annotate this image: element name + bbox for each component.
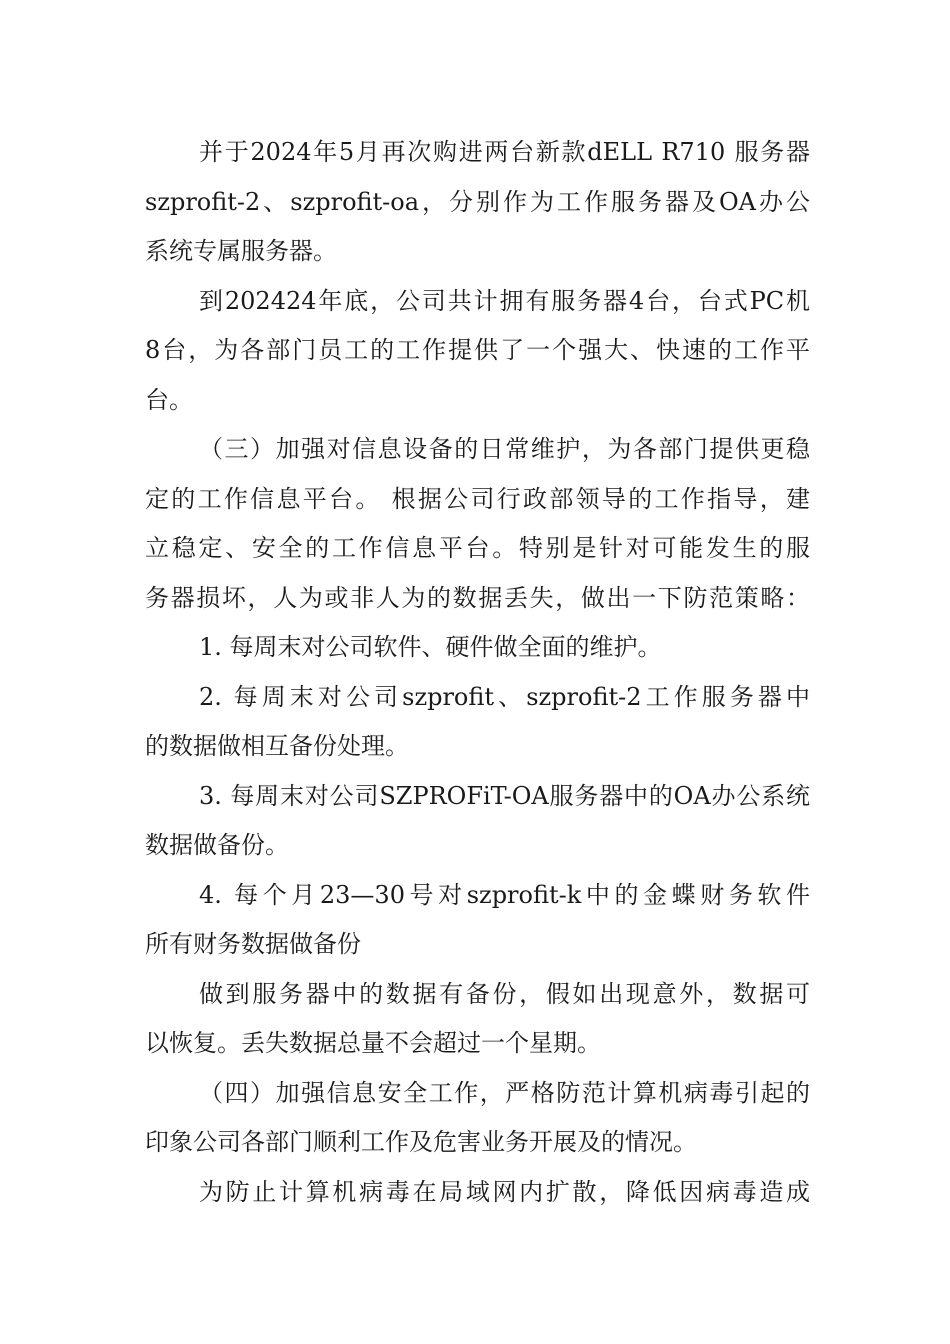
list-item-3-line-2: 数据做备份。 bbox=[145, 831, 289, 859]
list-item-3-line-1: 3. 每周末对公司SZPROFiT-OA服务器中的OA办公系统 bbox=[199, 781, 810, 810]
paragraph-3-line-2: 以恢复。丢失数据总量不会超过一个星期。 bbox=[145, 1029, 601, 1057]
paragraph-2-line-1: 到202424年底，公司共计拥有服务器4台，台式PC机 bbox=[199, 286, 810, 315]
paragraph-2-line-2: 8台，为各部门员工的工作提供了一个强大、快速的工作平 bbox=[145, 336, 810, 364]
section-4-heading-line-2: 印象公司各部门顺利工作及危害业务开展及的情况。 bbox=[145, 1128, 697, 1156]
list-item-4-line-1: 4. 每个月23—30号对szprofit-k中的金蝶财务软件 bbox=[199, 880, 810, 909]
section-3-heading-line-2: 定的工作信息平台。 根据公司行政部领导的工作指导，建 bbox=[145, 484, 810, 513]
section-3-heading-line-3: 立稳定、安全的工作信息平台。特别是针对可能发生的服 bbox=[145, 534, 810, 562]
list-item-1: 1. 每周末对公司软件、硬件做全面的维护。 bbox=[199, 633, 662, 661]
paragraph-4-line-1: 为防止计算机病毒在局域网内扩散，降低因病毒造成 bbox=[199, 1177, 810, 1206]
section-4-heading-line-1: （四）加强信息安全工作，严格防范计算机病毒引起的 bbox=[199, 1078, 810, 1107]
paragraph-1-line-2: szprofit-2、szprofit-oa，分别作为工作服务器及OA办公 bbox=[145, 187, 810, 216]
paragraph-3-line-1: 做到服务器中的数据有备份，假如出现意外，数据可 bbox=[199, 979, 810, 1008]
section-3-heading-line-4: 务器损坏，人为或非人为的数据丢失，做出一下防范策略： bbox=[145, 583, 810, 612]
paragraph-1-line-3: 系统专属服务器。 bbox=[145, 237, 337, 265]
paragraph-2-line-3: 台。 bbox=[145, 385, 193, 414]
document-body bbox=[145, 128, 810, 1217]
list-item-2-line-1: 2. 每周末对公司szprofit、szprofit-2工作服务器中 bbox=[199, 682, 810, 711]
paragraph-1-line-1: 并于2024年5月再次购进两台新款dELL R710 服务器 bbox=[199, 138, 810, 166]
section-3-heading-line-1: （三）加强对信息设备的日常维护，为各部门提供更稳 bbox=[199, 435, 810, 463]
list-item-2-line-2: 的数据做相互备份处理。 bbox=[145, 732, 409, 760]
list-item-4-line-2: 所有财务数据做备份 bbox=[145, 930, 361, 958]
